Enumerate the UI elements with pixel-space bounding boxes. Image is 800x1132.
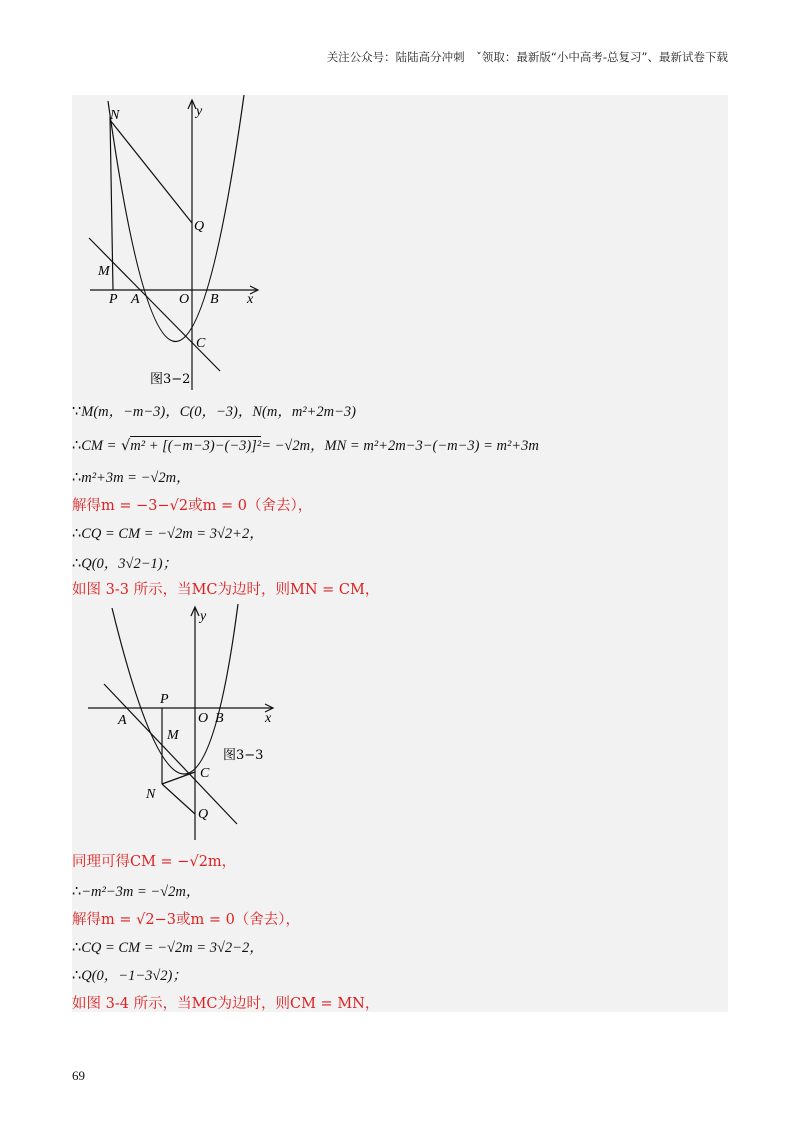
line-ac [104, 684, 237, 824]
line-8: 同理可得CM = −√2m， [72, 854, 237, 870]
line-10: 解得m = √2−3或m = 0（舍去）， [72, 912, 301, 928]
line-13: 如图 3-4 所示，当MC为边时，则CM = MN， [72, 996, 380, 1012]
label-o: O [179, 292, 190, 307]
label-m: M [98, 264, 110, 279]
label-a: A [131, 292, 140, 307]
line-nq [110, 120, 192, 223]
label-y: y [196, 104, 203, 119]
label-p: P [109, 292, 118, 307]
label-c: C [200, 766, 210, 781]
radical-expression: m² + [(−m−3)−(−3)]² [130, 438, 262, 454]
line-5: ∴CQ = CM = −√2m = 3√2+2， [72, 526, 264, 542]
label-b: B [215, 711, 224, 726]
figure-3-2-caption: 图3−2 [150, 372, 191, 387]
figure-3-3 [72, 602, 312, 842]
label-y: y [200, 609, 207, 624]
label-n: N [146, 787, 156, 802]
line-9: ∴−m²−3m = −√2m， [72, 884, 201, 900]
label-a: A [118, 713, 127, 728]
line-3: ∴m²+3m = −√2m， [72, 470, 191, 486]
line-4: 解得m = −3−√2或m = 0（舍去）， [72, 498, 313, 514]
label-m: M [167, 728, 179, 743]
label-b: B [210, 292, 219, 307]
line-2: ∴CM = √m² + [(−m−3)−(−3)]²= −√2m，MN = m²+2m−3−(−m−3) = m²+3m [72, 438, 539, 454]
line-nc [162, 772, 195, 784]
label-p: P [160, 692, 169, 707]
line-nq [162, 784, 195, 814]
line-12: ∴Q(0，−1−3√2)； [72, 968, 187, 984]
label-x: x [265, 711, 272, 726]
figure-3-3-caption: 图3−3 [223, 748, 264, 763]
page-number: 69 [72, 1068, 85, 1083]
label-q: Q [198, 807, 209, 822]
line-11: ∴CQ = CM = −√2m = 3√2−2， [72, 940, 264, 956]
line-6: ∴Q(0，3√2−1)； [72, 556, 178, 572]
label-x: x [247, 292, 254, 307]
label-n: N [110, 108, 120, 123]
line-7: 如图 3-3 所示，当MC为边时，则MN = CM， [72, 582, 380, 598]
label-c: C [196, 336, 206, 351]
page-header: 关注公众号：陆陆高分冲刺 ˇ领取：最新版“小中高考-总复习”、最新试卷下载 [326, 50, 728, 64]
figure-3-2 [72, 95, 312, 390]
parabola [112, 604, 238, 774]
line-1: ∵M(m，−m−3)，C(0，−3)，N(m，m²+2m−3) [72, 404, 357, 420]
line-np [110, 117, 113, 290]
parabola [108, 95, 244, 342]
label-q: Q [194, 219, 205, 234]
label-o: O [198, 711, 209, 726]
